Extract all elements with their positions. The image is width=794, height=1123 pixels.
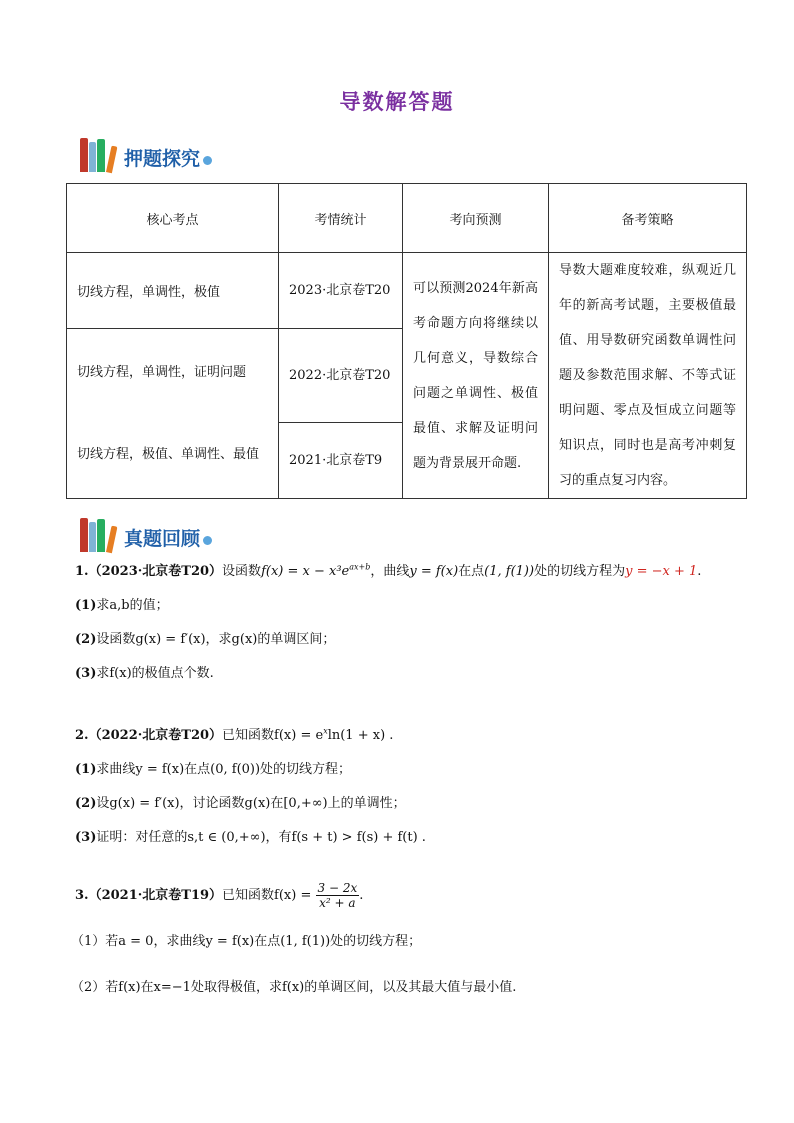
section-header-review [80, 512, 212, 552]
fraction: $\frac{3 - 2x}{\text{x² + a}}$ [317, 881, 358, 910]
section-header-forecast [80, 132, 212, 172]
table-cell-point: 切线方程，单调性，证明问题 [67, 329, 279, 499]
problem-1-q3: (3)求f(x)的极值点个数. [75, 666, 214, 681]
table-cell-point: 切线方程，单调性，极值 [67, 253, 279, 329]
table-header-core: 核心考点 [67, 184, 279, 253]
problem-3-stem: 3.（2021·北京卷T19）已知函数f(x) = $\frac{3 - 2x}{\text{x² + a}}$ . [75, 881, 364, 910]
page-title: 导数解答题 [339, 90, 455, 114]
bullet-dot-icon [203, 536, 212, 545]
table-cell-stat: 2022·北京卷T20 [279, 329, 403, 423]
table-header-strategy: 备考策略 [549, 184, 747, 253]
table-cell-point-third: 切线方程，极值、单调性、最值 [77, 447, 260, 462]
tangent-equation: y = −x + 1 [625, 564, 698, 579]
problem-2-stem: 2.（2022·北京卷T20）已知函数$f(x) = e^x\ln(1 + x)$ . [75, 726, 394, 743]
problem-3-q2: （2）若f(x)在x=−1处取得极值，求f(x)的单调区间，以及其最大值与最小值. [71, 980, 517, 995]
section-title: 真题回顾 [124, 528, 201, 550]
books-icon [80, 136, 120, 172]
problem-1-stem: 1.（2023·北京卷T20）设函数$f(x) = x - x^3e^{ax+b}$，曲线y = f(x)在点(1, f(1))处的切线方程为y = −x + 1. [75, 562, 702, 579]
bullet-dot-icon [203, 156, 212, 165]
problem-2-q3: (3)证明：对任意的s,t ∈ (0,+∞)，有f(s + t) > f(s) + f(t) . [75, 830, 426, 845]
problem-2-q1: (1)求曲线y = f(x)在点(0, f(0))处的切线方程； [75, 762, 352, 777]
problem-2-q2: (2)设g(x) = f′(x)，讨论函数g(x)在[0,+∞)上的单调性； [75, 796, 406, 811]
table-cell-strategy: 导数大题难度较难，纵观近几年的新高考试题，主要极值最值、用导数研究函数单调性问题及参数范围求解、不等式证明问题、零点及恒成立问题等知识点，同时也是高考冲刺复习的重点复习内容。 [549, 253, 747, 499]
section-title: 押题探究 [124, 148, 201, 170]
table-cell-stat: 2023·北京卷T20 [279, 253, 403, 329]
table-header-stats: 考情统计 [279, 184, 403, 253]
problem-1-q2: (2)设函数g(x) = f′(x)，求g(x)的单调区间； [75, 632, 336, 647]
books-icon [80, 516, 120, 552]
table-cell-forecast: 可以预测2024年新高考命题方向将继续以几何意义，导数综合问题之单调性、极值最值、求解及证明问题为背景展开命题. [403, 253, 549, 499]
table-cell-stat: 2021·北京卷T9 [279, 423, 403, 499]
table-header-forecast: 考向预测 [403, 184, 549, 253]
problem-3-q1: （1）若a = 0，求曲线y = f(x)在点(1, f(1))处的切线方程； [71, 934, 422, 949]
problem-1-q1: (1)求a,b的值； [75, 598, 169, 613]
